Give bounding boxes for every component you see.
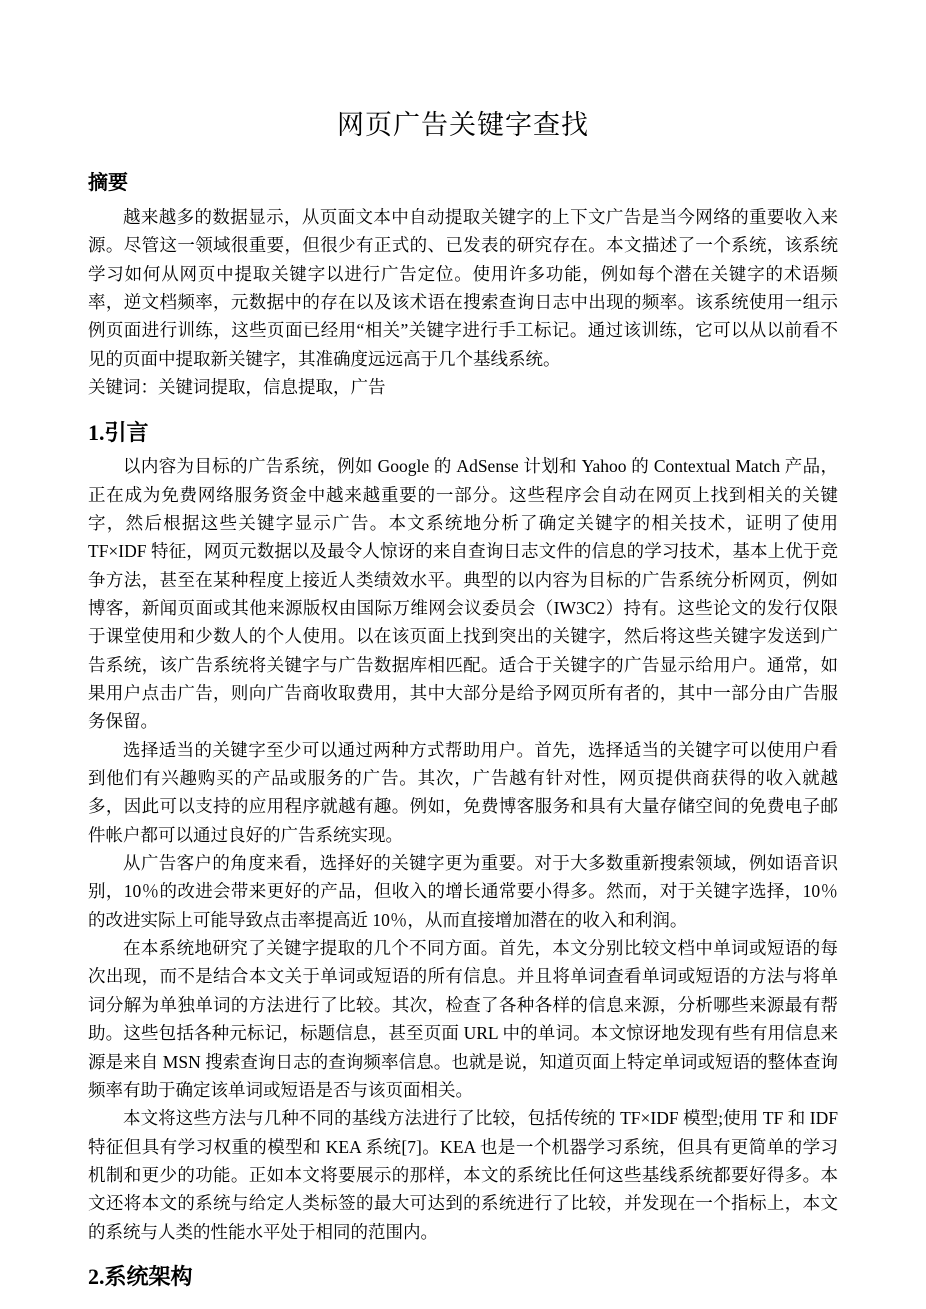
paragraph: 以内容为目标的广告系统，例如 Google 的 AdSense 计划和 Yahoo 的 Contextual Match 产品，正在成为免费网络服务资金中越来越重要的一部分。这些程序会自动在网页上找到相关的关键字，然后根据这些关键字显示广告。本文系统地分析了确定关键字的相关技术，证明了使用 TF×IDF 特征，网页元数据以及最令人惊讶的来自查询日志文件的信息的学习技术，基本上优于竞争方法，甚至在某种程度上接近人类绩效水平。典型的以内容为目标的广告系统分析网页，例如博客，新闻页面或其他来源版权由国际万维网会议委员会（IW3C2）持有。这些论文的发行仅限于课堂使用和少数人的个人使用。以在该页面上找到突出的关键字，然后将这些关键字发送到广告系统，该广告系统将关键字与广告数据库相匹配。适合于关键字的广告显示给用户。通常，如果用户点击广告，则向广告商收取费用，其中大部分是给予网页所有者的，其中一部分由广告服务保留。 [88,456,838,732]
paragraph: 在本系统地研究了关键字提取的几个不同方面。首先，本文分别比较文档中单词或短语的每次出现，而不是结合本文关于单词或短语的所有信息。并且将单词查看单词或短语的方法与将单词分解为单独单词的方法进行了比较。其次，检查了各种各样的信息来源，分析哪些来源最有帮助。这些包括各种元标记，标题信息，甚至页面 URL 中的单词。本文惊讶地发现有些有用信息来源是来自 MSN 搜索查询日志的查询频率信息。也就是说，知道页面上特定单词或短语的整体查询频率有助于确定该单词或短语是否与该页面相关。 [88,938,838,1100]
abstract-heading: 摘要 [88,172,128,195]
paragraph: 选择适当的关键字至少可以通过两种方式帮助用户。首先，选择适当的关键字可以使用户看到他们有兴趣购买的产品或服务的广告。其次，广告越有针对性，网页提供商获得的收入就越多，因此可以支持的应用程序就越有趣。例如，免费博客服务和具有大量存储空间的免费电子邮件帐户都可以通过良好的广告系统实现。 [88,739,838,845]
section-heading-introduction: 1.引言 [88,419,149,445]
section-heading-system-architecture: 2.系统架构 [88,1263,193,1289]
section-introduction [88,418,838,1246]
section-system-architecture [88,1262,838,1293]
paragraph: 本文将这些方法与几种不同的基线方法进行了比较，包括传统的 TF×IDF 模型;使用 TF 和 IDF 特征但具有学习权重的模型和 KEA 系统[7]。KEA 也是一个机器学习系统，但具有更简单的学习机制和更少的功能。正如本文将要展示的那样，本文的系统比任何这些基线系统都要好得多。本文还将本文的系统与给定人类标签的最大可达到的系统进行了比较，并发现在一个指标上，本文的系统与人类的性能水平处于相同的范围内。 [88,1108,838,1242]
abstract-section [88,169,838,401]
abstract-paragraph: 越来越多的数据显示，从页面文本中自动提取关键字的上下文广告是当今网络的重要收入来源。尽管这一领域很重要，但很少有正式的、已发表的研究存在。本文描述了一个系统，该系统学习如何从网页中提取关键字以进行广告定位。使用许多功能，例如每个潜在关键字的术语频率，逆文档频率，元数据中的存在以及该术语在搜索查询日志中出现的频率。该系统使用一组示例页面进行训练，这些页面已经用“相关”关键字进行手工标记。通过该训练，它可以从以前看不见的页面中提取新关键字，其准确度远远高于几个基线系统。 [88,207,838,369]
page-title: 网页广告关键字查找 [337,110,589,140]
paragraph: 从广告客户的角度来看，选择好的关键字更为重要。对于大多数重新搜索领域，例如语音识别，10％的改进会带来更好的产品，但收入的增长通常要小得多。然而，对于关键字选择，10％的改进实际上可能导致点击率提高近 10％，从而直接增加潜在的收入和利润。 [88,853,838,930]
keywords-line: 关键词：关键词提取，信息提取，广告 [88,377,386,398]
